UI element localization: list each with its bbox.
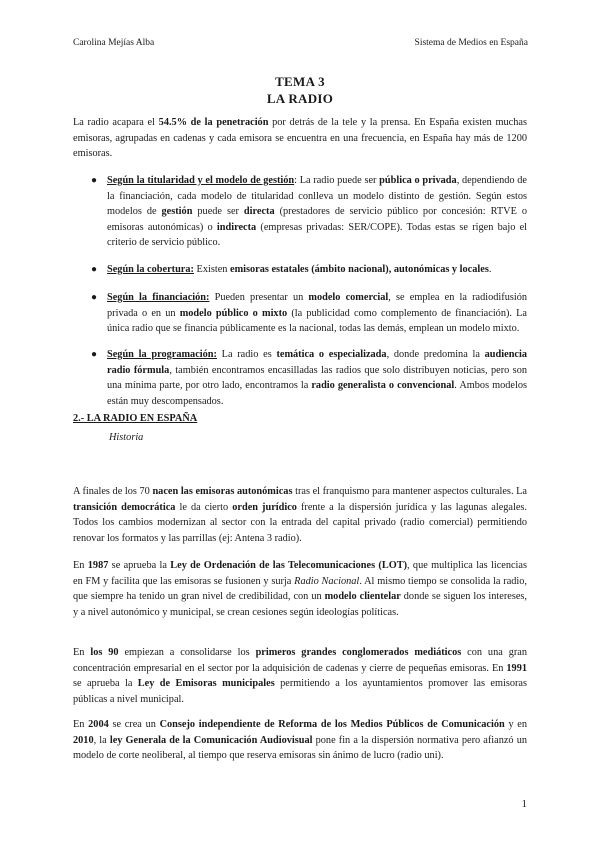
intro-paragraph: La radio acapara el 54.5% de la penetración por detrás de la tele y la prensa. En España existen muchas emisoras, agrupadas en cadenas y cada emisora se encuentra en una frecuencia, en España hay más de 1200 emisoras.: [73, 117, 527, 160]
page-title: TEMA 3: [275, 74, 325, 89]
bullet-icon: ●: [91, 292, 98, 303]
header-author: Carolina Mejías Alba: [73, 38, 155, 48]
history-paragraph: En 2004 se crea un Consejo independiente de Reforma de los Medios Públicos de Comunicación y en 2010, la ley Generala de la Comunicación Audiovisual pone fin a la dispersión normativa pero afianzó un modelo de corte neoliberal, al tiempo que reserva emisoras sin ánimo de lucro (radio uni).: [73, 719, 528, 762]
list-item: [91, 262, 527, 278]
bullet-icon: ●: [91, 349, 98, 360]
bullet-text: Según la financiación: Pueden presentar un modelo comercial, se emplea en la radiodifusión privada o en un modelo público o mixto (la publicidad como complemento de financiación). La única radio que se financia públicamente es la nacional, todas las demás, emplean un modelo mixto.: [107, 292, 528, 335]
history-paragraph: En 1987 se aprueba la Ley de Ordenación de las Telecomunicaciones (LOT), que multiplica las licencias en FM y facilita que las emisoras se fusionen y surja Radio Nacional. Al mismo tiempo se consolida la radio, que siempre ha tenido un gran nivel de credibilidad, con un modelo clientelar donde se siguen los intereses, y a nivel autonómico y municipal, se crean cesiones según ideologías políticas.: [73, 560, 527, 618]
bullet-text: Según la cobertura: Existen emisoras estatales (ámbito nacional), autonómicas y locales.: [107, 264, 492, 275]
bullet-text: Según la programación: La radio es temática o especializada, donde predomina la audiencia radio fórmula, también encontramos encasilladas las radios que solo distribuyen noticias, pero son una mínima parte, por otro lado, encontramos la radio generalista o convencional. Ambos modelos están muy descompensados.: [107, 349, 527, 407]
page-number: 1: [521, 798, 527, 810]
list-item: [91, 347, 527, 409]
section-subheading: Historia: [109, 432, 144, 443]
list-item: [91, 290, 527, 337]
bullet-text: Según la titularidad y el modelo de gestión: La radio puede ser pública o privada, dependiendo de la financiación, cada modelo de titularidad conlleva un modelo distinto de gestión. Según estos modelos de gestión puede ser directa (prestadores de servicio público por concesión: RTVE o emisoras autonómicas) o indirecta (empresas privadas: SER/COPE). Todas estas se rigen bajo el criterio de servicio público.: [107, 175, 528, 249]
list-item: [91, 173, 527, 251]
section-heading: 2.- LA RADIO EN ESPAÑA: [73, 413, 198, 424]
page-subtitle: LA RADIO: [266, 91, 334, 106]
bullet-icon: ●: [91, 175, 98, 186]
header-course: Sistema de Medios en España: [414, 38, 528, 48]
history-paragraph: A finales de los 70 nacen las emisoras autonómicas tras el franquismo para mantener aspectos culturales. La transición democrática le da cierto orden jurídico frente a la dispersión jurídica y las lagunas alegales. Todos los cambios modernizan al sector con la entrada del capital privado (radio comercial) permitiendo renovar los formatos y las parrillas (ej: Antena 3 radio).: [73, 486, 528, 544]
history-paragraph: En los 90 empiezan a consolidarse los primeros grandes conglomerados mediáticos con una gran concentración empresarial en el sector por la adquisición de cadenas y cierre de pequeñas emisoras. En 1991 se aprueba la Ley de Emisoras municipales permitiendo a los ayuntamientos promover las emisoras públicas a nivel municipal.: [73, 647, 527, 705]
bullet-icon: ●: [91, 264, 98, 275]
